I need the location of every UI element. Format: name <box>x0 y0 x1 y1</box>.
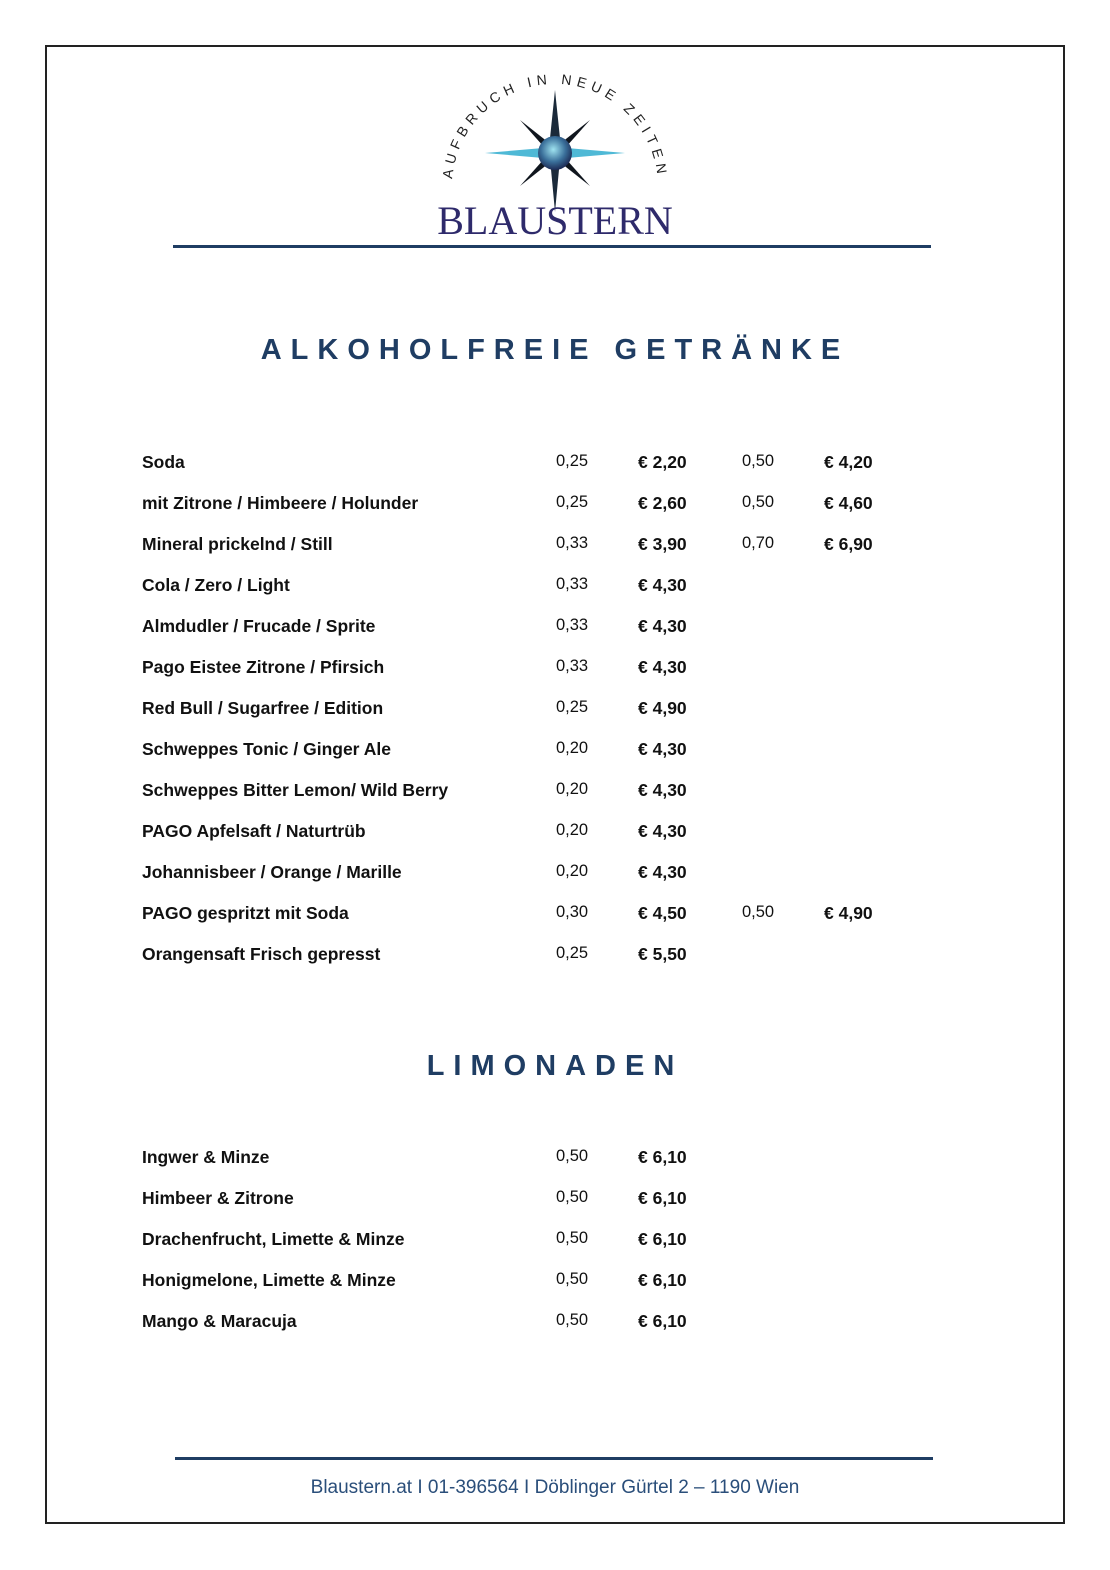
item-name: Cola / Zero / Light <box>142 575 290 595</box>
item-name: Schweppes Bitter Lemon/ Wild Berry <box>142 780 449 800</box>
item-name: Soda <box>142 452 185 472</box>
menu-item <box>0 780 1110 810</box>
item-volume: 0,50 <box>556 1188 589 1206</box>
item-name: Pago Eistee Zitrone / Pfirsich <box>142 657 385 677</box>
item-volume-large: 0,50 <box>742 493 775 511</box>
item-name: Honigmelone, Limette & Minze <box>142 1270 396 1290</box>
item-name: Himbeer & Zitrone <box>142 1188 294 1208</box>
menu-item <box>0 1147 1110 1177</box>
menu-item <box>0 944 1110 974</box>
item-price: € 6,10 <box>638 1188 687 1208</box>
item-name: Almdudler / Frucade / Sprite <box>142 616 376 636</box>
item-price-large: € 6,90 <box>824 534 873 554</box>
item-price: € 6,10 <box>638 1229 687 1249</box>
item-volume: 0,50 <box>556 1229 589 1247</box>
item-volume: 0,20 <box>556 780 589 798</box>
item-price: € 4,30 <box>638 780 687 800</box>
item-price: € 4,30 <box>638 575 687 595</box>
menu-item <box>0 657 1110 687</box>
item-name: Ingwer & Minze <box>142 1147 270 1167</box>
menu-item <box>0 1270 1110 1300</box>
item-volume: 0,33 <box>556 657 589 675</box>
item-price: € 3,90 <box>638 534 687 554</box>
footer-contact: Blaustern.at I 01-396564 I Döblinger Gürtel 2 – 1190 Wien <box>310 1477 800 1498</box>
menu-item <box>0 493 1110 523</box>
menu-item <box>0 1229 1110 1259</box>
item-volume: 0,50 <box>556 1311 589 1329</box>
menu-item <box>0 821 1110 851</box>
item-price: € 4,90 <box>638 698 687 718</box>
item-volume: 0,33 <box>556 616 589 634</box>
menu-item <box>0 452 1110 482</box>
item-name: Mango & Maracuja <box>142 1311 297 1331</box>
item-volume: 0,25 <box>556 452 589 470</box>
menu-item <box>0 739 1110 769</box>
item-volume: 0,33 <box>556 534 589 552</box>
item-volume: 0,20 <box>556 862 589 880</box>
menu-item <box>0 534 1110 564</box>
item-volume: 0,30 <box>556 903 589 921</box>
item-price: € 2,20 <box>638 452 687 472</box>
item-name: Mineral prickelnd / Still <box>142 534 333 554</box>
item-name: Red Bull / Sugarfree / Edition <box>142 698 384 718</box>
item-volume-large: 0,50 <box>742 452 775 470</box>
item-name: PAGO gespritzt mit Soda <box>142 903 349 923</box>
svg-text:AUFBRUCH IN NEUE ZEITEN: AUFBRUCH IN NEUE ZEITEN <box>439 70 671 180</box>
menu-item <box>0 575 1110 605</box>
blaustern-logo <box>430 62 680 247</box>
item-price: € 4,30 <box>638 657 687 677</box>
item-name: Orangensaft Frisch gepresst <box>142 944 381 964</box>
item-volume: 0,20 <box>556 821 589 839</box>
item-name: Schweppes Tonic / Ginger Ale <box>142 739 391 759</box>
item-name: mit Zitrone / Himbeere / Holunder <box>142 493 419 513</box>
item-volume: 0,20 <box>556 739 589 757</box>
item-price: € 4,30 <box>638 821 687 841</box>
item-price: € 4,30 <box>638 739 687 759</box>
item-price-large: € 4,60 <box>824 493 873 513</box>
item-volume: 0,33 <box>556 575 589 593</box>
menu-item <box>0 616 1110 646</box>
item-price: € 4,50 <box>638 903 687 923</box>
item-volume: 0,25 <box>556 698 589 716</box>
item-volume-large: 0,50 <box>742 903 775 921</box>
item-volume: 0,25 <box>556 493 589 511</box>
item-price-large: € 4,20 <box>824 452 873 472</box>
item-name: Johannisbeer / Orange / Marille <box>142 862 402 882</box>
section-title: ALKOHOLFREIE GETRÄNKE <box>260 334 850 366</box>
item-price: € 4,30 <box>638 616 687 636</box>
item-name: PAGO Apfelsaft / Naturtrüb <box>142 821 366 841</box>
header-divider <box>173 245 931 248</box>
item-price: € 6,10 <box>638 1270 687 1290</box>
item-price-large: € 4,90 <box>824 903 873 923</box>
item-name: Drachenfrucht, Limette & Minze <box>142 1229 405 1249</box>
menu-item <box>0 1188 1110 1218</box>
item-price: € 4,30 <box>638 862 687 882</box>
menu-item <box>0 903 1110 933</box>
item-volume: 0,50 <box>556 1270 589 1288</box>
item-price: € 5,50 <box>638 944 687 964</box>
menu-item <box>0 1311 1110 1341</box>
menu-item <box>0 698 1110 728</box>
item-volume: 0,50 <box>556 1147 589 1165</box>
footer-divider <box>175 1457 933 1460</box>
section-title: LIMONADEN <box>426 1050 684 1082</box>
menu-item <box>0 862 1110 892</box>
item-price: € 6,10 <box>638 1311 687 1331</box>
item-volume: 0,25 <box>556 944 589 962</box>
item-price: € 2,60 <box>638 493 687 513</box>
compass-star-icon <box>485 90 625 212</box>
item-price: € 6,10 <box>638 1147 687 1167</box>
item-volume-large: 0,70 <box>742 534 775 552</box>
svg-text:BLAUSTERN: BLAUSTERN <box>437 198 673 243</box>
